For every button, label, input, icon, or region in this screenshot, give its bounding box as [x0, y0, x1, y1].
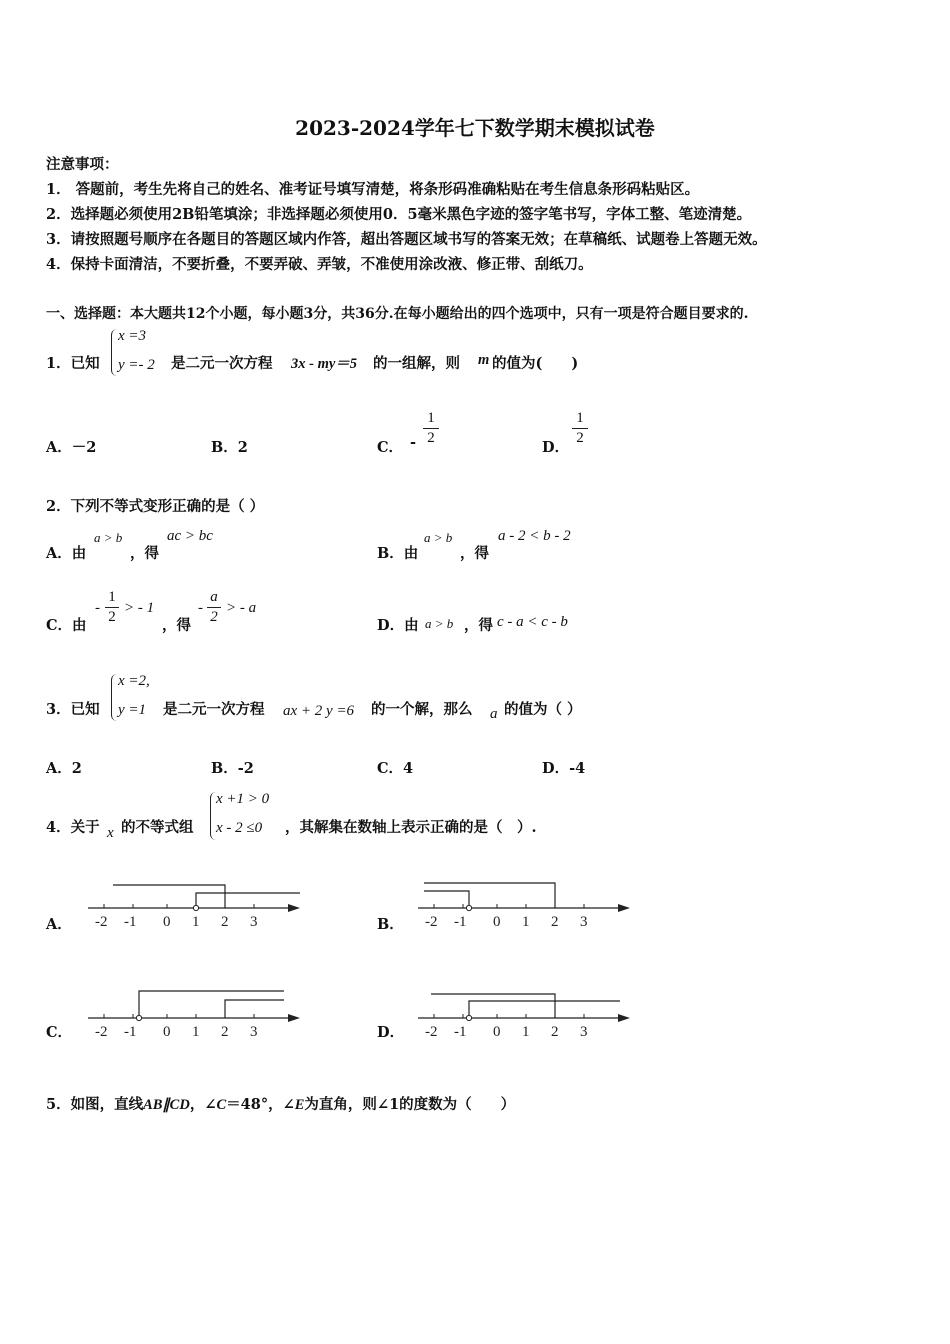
tick-label: -1 [124, 1024, 137, 1040]
q1-option-b: B．2 [211, 439, 248, 456]
notes-heading: 注意事项： [46, 156, 119, 173]
q4-number-line-c [86, 984, 310, 1040]
denominator: 2 [108, 609, 116, 625]
tick-label: 3 [250, 1024, 258, 1040]
q2-b-condition: a > b [424, 530, 453, 545]
q1-option-d: D． [542, 439, 570, 456]
denominator: 2 [210, 609, 218, 625]
q2-option-b: B．由 [377, 545, 419, 562]
tick-label: 3 [580, 914, 588, 930]
q1-option-c: C． [377, 439, 404, 456]
q1-system-line-1: x =3 [118, 328, 147, 344]
denominator: 2 [427, 430, 435, 446]
q4-system-line-1: x +1 > 0 [216, 791, 270, 807]
q2-option-c: C．由 [46, 617, 87, 634]
tick-label: 0 [493, 1024, 501, 1040]
q2-a-condition: a > b [94, 530, 123, 545]
q2-stem: 2．下列不等式变形正确的是（ ） [46, 498, 265, 515]
tick-label: 1 [192, 1024, 200, 1040]
tick-label: 0 [493, 914, 501, 930]
section-heading: 一、选择题：本大题共12个小题，每小题3分，共36分.在每小题给出的四个选项中，只有一项是符合题目要求的. [46, 306, 749, 322]
q2-d-result: c - a < c - b [497, 614, 568, 630]
q5-text: ＝48°，∠ [226, 1096, 295, 1113]
q2-c-fraction-2 [207, 589, 221, 626]
tick-label: 0 [163, 1024, 171, 1040]
q2-option-a: A．由 [46, 545, 87, 562]
q4-variable: x [107, 825, 114, 841]
q2-c-fraction-1 [105, 589, 119, 626]
tick-label: -2 [95, 914, 108, 930]
numerator: a [210, 589, 218, 605]
q1-option-a: A．－2 [46, 439, 97, 456]
q1-number: 1．已知 [46, 355, 100, 372]
tick-label: 2 [221, 1024, 229, 1040]
q3-number: 3．已知 [46, 701, 100, 718]
q1-system-line-2: y =- 2 [118, 357, 155, 373]
tick-label: 2 [551, 914, 559, 930]
q4-system-line-2: x - 2 ≤0 [216, 820, 263, 836]
q3-equation: ax + 2 y =6 [283, 703, 355, 719]
tick-label: 3 [580, 1024, 588, 1040]
q5-text: 为直角，则∠1的度数为（ ） [304, 1096, 516, 1113]
q3-option-a: A．2 [46, 760, 82, 777]
q2-c-result: > - a [226, 600, 257, 616]
q2-d-condition: a > b [425, 616, 454, 631]
q4-option-b-label: B． [377, 916, 404, 933]
q3-option-c: C．4 [377, 760, 414, 777]
q2-a-get: ，得 [130, 545, 159, 562]
q5-text: ，∠ [189, 1096, 217, 1113]
q5-angle-c: C [216, 1097, 227, 1113]
tick-label: 1 [192, 914, 200, 930]
q1-brace [111, 329, 117, 376]
q1-text: 的值为( ) [492, 355, 579, 372]
q1-option-c-sign: - [410, 434, 417, 451]
tick-label: -1 [454, 914, 467, 930]
notes-item: 3．请按照题号顺序在各题目的答题区域内作答，超出答题区域书写的答案无效；在草稿纸、试题卷上答题无效。 [46, 231, 767, 248]
q3-option-d: D．-4 [542, 760, 586, 777]
numerator: 1 [576, 410, 584, 426]
q5-angle-e: E [294, 1097, 305, 1113]
denominator: 2 [576, 430, 584, 446]
q2-c-get: ，得 [162, 617, 191, 634]
tick-label: 3 [250, 914, 258, 930]
tick-label: -1 [454, 1024, 467, 1040]
q1-option-d-fraction [572, 410, 588, 447]
q4-option-d-label: D． [377, 1024, 405, 1041]
q1-option-c-fraction [423, 410, 439, 447]
numerator: 1 [108, 589, 116, 605]
q5-text: 5．如图，直线 [46, 1096, 144, 1113]
q4-text: ，其解集在数轴上表示正确的是（ ）. [285, 819, 537, 836]
q1-text: 是二元一次方程 [171, 355, 273, 372]
numerator: 1 [427, 410, 435, 426]
q2-a-result: ac > bc [167, 528, 213, 544]
notes-item: 1． 答题前，考生先将自己的姓名、准考证号填写清楚，将条形码准确粘贴在考生信息条形码粘贴区。 [46, 181, 700, 198]
q5-parallel-lines: AB∥CD [143, 1097, 190, 1113]
notes-item: 4．保持卡面清洁，不要折叠，不要弄破、弄皱，不准使用涂改液、修正带、刮纸刀。 [46, 256, 593, 273]
tick-label: -2 [95, 1024, 108, 1040]
q3-text: 的一个解，那么 [371, 701, 473, 718]
q3-text: 是二元一次方程 [163, 701, 265, 718]
q3-variable: a [490, 706, 498, 722]
q2-b-result: a - 2 < b - 2 [498, 528, 571, 544]
q3-brace [111, 674, 117, 721]
q4-number: 4．关于 [46, 819, 100, 836]
q2-c-minus: - [198, 600, 203, 616]
q4-option-c-label: C． [46, 1024, 73, 1041]
q2-c-minus: - [95, 600, 100, 616]
tick-label: 1 [522, 914, 530, 930]
notes-item: 2．选择题必须使用2B铅笔填涂；非选择题必须使用0．5毫米黑色字迹的签字笔书写，字体工整、笔迹清楚。 [46, 206, 752, 223]
q4-number-line-b [416, 876, 640, 932]
q4-number-line-a [86, 876, 310, 932]
q4-option-a-label: A． [46, 916, 72, 933]
tick-label: -1 [124, 914, 137, 930]
tick-label: -2 [425, 1024, 438, 1040]
q3-text: 的值为（ ） [504, 701, 582, 718]
q2-d-get: ，得 [464, 617, 493, 634]
q4-text: 的不等式组 [121, 819, 194, 836]
q1-equation: 3x - my＝5 [291, 356, 358, 372]
tick-label: 2 [221, 914, 229, 930]
tick-label: 1 [522, 1024, 530, 1040]
page-title: 2023-2024学年七下数学期末模拟试卷 [295, 116, 655, 140]
q2-b-get: ，得 [460, 545, 489, 562]
q1-variable: m [478, 352, 490, 368]
q3-option-b: B．-2 [211, 760, 254, 777]
q3-system-line-2: y =1 [118, 702, 147, 718]
q3-system-line-1: x =2, [118, 673, 150, 689]
tick-label: 0 [163, 914, 171, 930]
tick-label: 2 [551, 1024, 559, 1040]
q4-number-line-d [416, 984, 640, 1040]
q1-text: 的一组解，则 [373, 355, 460, 372]
q2-option-d: D．由 [377, 617, 419, 634]
tick-label: -2 [425, 914, 438, 930]
q2-c-compare: > - 1 [124, 600, 155, 616]
question-5 [46, 1093, 515, 1114]
